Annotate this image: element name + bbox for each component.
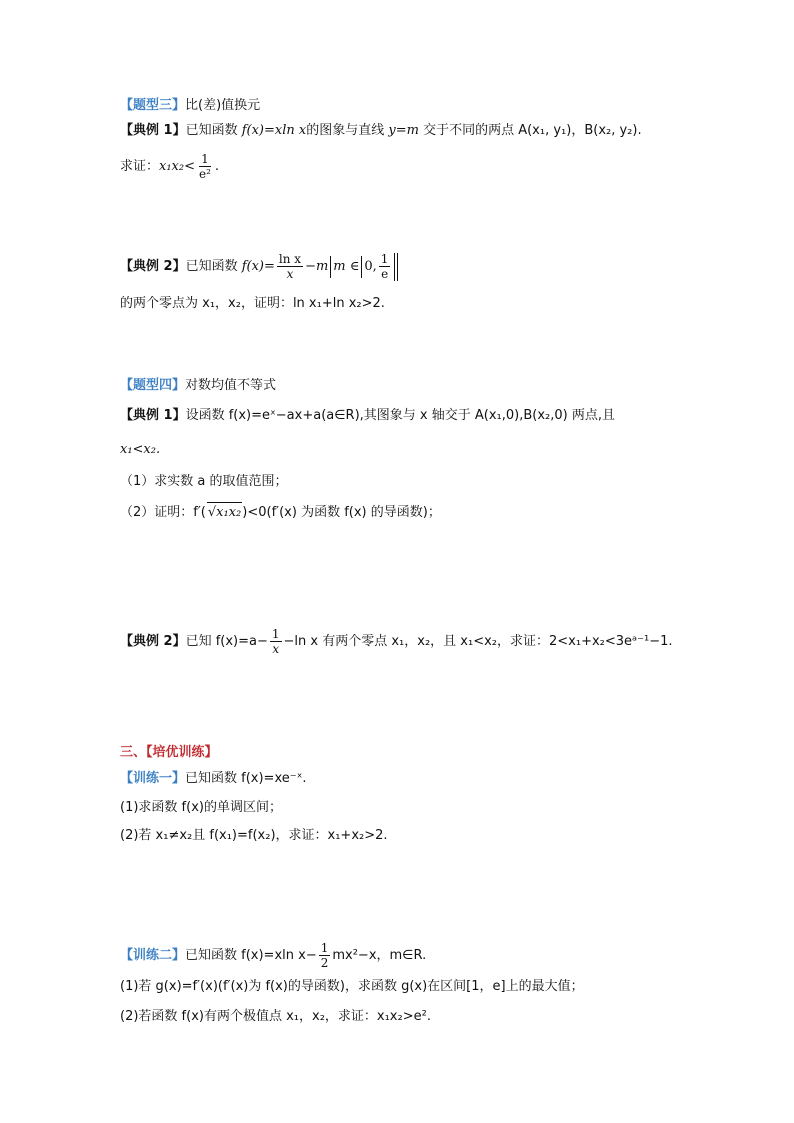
statement-text: 已知函数 f(x)=xe⁻ˣ. xyxy=(185,771,307,786)
line-equation: y=m xyxy=(388,123,419,138)
training-2-q2 xyxy=(120,1007,431,1027)
section-title: 比(差)值换元 xyxy=(185,98,261,113)
example-2-statement xyxy=(120,627,673,656)
fraction-numerator: 1 xyxy=(320,941,329,955)
section-tag: 【题型四】 xyxy=(120,378,186,393)
question-text: (2)若函数 f(x)有两个极值点 x₁，x₂，求证：x₁x₂>e². xyxy=(120,1009,431,1024)
question-text: )<0(f′(x) 为函数 f(x) 的导函数)； xyxy=(242,505,441,520)
statement-text: 的图象与直线 xyxy=(306,123,389,138)
example-1-statement xyxy=(120,121,642,141)
section-heading-type4 xyxy=(120,376,276,396)
prove-label: 求证： xyxy=(120,159,160,174)
question-text: (2)若 x₁≠x₂且 f(x₁)=f(x₂)，求证：x₁+x₂>2. xyxy=(120,828,388,843)
prove-expression: x₁x₂< xyxy=(159,159,195,174)
statement-text: −ln x 有两个零点 x₁，x₂，且 x₁<x₂，求证：2<x₁+x₂<3eᵃ⁻¹−1. xyxy=(283,634,673,649)
fraction-numerator: 1 xyxy=(201,152,209,166)
fraction xyxy=(379,252,391,281)
training-2-q1 xyxy=(120,977,584,997)
section-heading-type3 xyxy=(120,96,260,116)
m-in: m ∈ xyxy=(333,259,360,274)
sqrt-expression: √x₁x₂ xyxy=(207,502,242,523)
statement-text: 设函数 f(x)=eˣ−ax+a(a∈R),其图象与 x 轴交于 A(x₁,0),B(x₂,0) 两点,且 xyxy=(185,408,615,423)
section-prefix: 三、 xyxy=(120,745,147,760)
training-1-q1 xyxy=(120,798,282,818)
fraction-denominator: x xyxy=(272,642,280,656)
section-heading-training xyxy=(120,743,218,763)
fraction-denominator: x xyxy=(286,267,294,281)
section-title: 对数均值不等式 xyxy=(185,378,277,393)
bracket-left xyxy=(330,256,331,278)
fraction xyxy=(319,941,331,970)
training-1-statement xyxy=(120,769,307,789)
fraction-numerator: ln x xyxy=(278,252,302,266)
training-1-q2 xyxy=(120,826,388,846)
sqrt-content: x₁x₂ xyxy=(216,505,242,520)
bracket-right xyxy=(394,253,398,281)
example-1-statement xyxy=(120,406,615,426)
training-tag: 【训练一】 xyxy=(120,771,186,786)
example-tag: 【典例 2】 xyxy=(120,634,186,649)
question-text: （1）求实数 a 的取值范围； xyxy=(120,474,288,489)
fraction xyxy=(270,627,282,656)
statement-text: 已知 f(x)=a− xyxy=(185,634,268,649)
fraction xyxy=(197,152,213,181)
statement-text: 已知函数 xyxy=(185,123,242,138)
question-1 xyxy=(120,472,288,492)
statement-text: 已知函数 xyxy=(185,259,242,274)
training-tag: 【训练二】 xyxy=(120,948,186,963)
fraction-numerator: 1 xyxy=(271,627,280,641)
example-tag: 【典例 1】 xyxy=(120,123,186,138)
bracket-left xyxy=(361,256,362,278)
question-text: (1)若 g(x)=f′(x)(f′(x)为 f(x)的导函数)，求函数 g(x)在区间[1，e]上的最大值； xyxy=(120,979,584,994)
section-tag: 【题型三】 xyxy=(120,98,186,113)
example-2-line2 xyxy=(120,294,385,314)
fraction-denominator: e² xyxy=(199,167,211,181)
statement-text: . xyxy=(214,159,220,174)
fraction xyxy=(277,252,303,281)
example-2-statement xyxy=(120,252,400,281)
question-text: (1)求函数 f(x)的单调区间； xyxy=(120,800,282,815)
statement-text: x₁<x₂. xyxy=(120,442,161,457)
fraction-denominator: e xyxy=(381,267,389,281)
fraction-denominator: 2 xyxy=(320,956,329,970)
question-2 xyxy=(120,502,441,523)
function-lhs: f(x)= xyxy=(241,259,275,274)
minus-m: −m xyxy=(305,259,329,274)
section-tag: 【培优训练】 xyxy=(146,745,218,760)
statement-text: 已知函数 f(x)=xln x− xyxy=(185,948,317,963)
example-tag: 【典例 2】 xyxy=(120,259,186,274)
fraction-numerator: 1 xyxy=(380,252,389,266)
statement-text: mx²−x，m∈R. xyxy=(332,948,427,963)
statement-text: 交于不同的两点 A(x₁, y₁)，B(x₂, y₂). xyxy=(418,123,642,138)
interval-start: 0, xyxy=(364,259,377,274)
example-tag: 【典例 1】 xyxy=(120,408,186,423)
example-1-prove xyxy=(120,152,219,181)
statement-text: 的两个零点为 x₁，x₂，证明：ln x₁+ln x₂>2. xyxy=(120,296,385,311)
question-text: （2）证明：f′( xyxy=(120,505,206,520)
training-2-statement xyxy=(120,941,426,970)
function-definition: f(x)=xln x xyxy=(241,123,307,138)
example-1-line2 xyxy=(120,440,160,460)
